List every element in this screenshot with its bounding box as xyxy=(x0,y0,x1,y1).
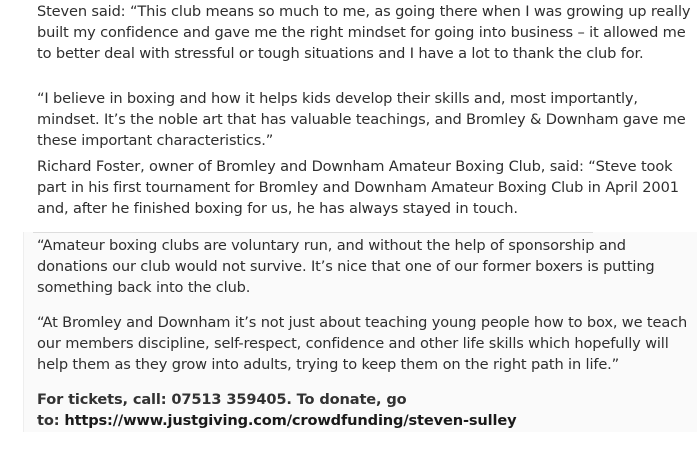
paragraph-line: help them as they grow into adults, trying to keep them on the right path in life.” xyxy=(37,355,620,373)
section-divider xyxy=(33,232,593,233)
paragraph-line: built my confidence and gave me the right mindset for going into business – it allowed me xyxy=(37,23,686,41)
callout-line-2 xyxy=(37,411,677,432)
paragraph-steven-quote xyxy=(37,2,691,64)
callout-prefix: to: xyxy=(37,411,65,429)
paragraph-line: “I believe in boxing and how it helps kids develop their skills and, most importantly, xyxy=(37,90,638,107)
paragraph-line: “At Bromley and Downham it’s not just about teaching young people how to box, we teach xyxy=(37,314,688,331)
paragraph-line: “Amateur boxing clubs are voluntary run, and without the help of sponsorship and xyxy=(37,237,626,254)
tickets-donate-callout xyxy=(37,390,677,432)
paragraph-richard-foster xyxy=(37,157,677,219)
paragraph-line: and, after he finished boxing for us, he has always stayed in touch. xyxy=(37,199,518,217)
paragraph-amateur-clubs xyxy=(37,236,677,298)
paragraph-line: our members discipline, self-respect, confidence and other life skills which hopefully will xyxy=(37,334,669,352)
paragraph-boxing-belief xyxy=(37,89,686,151)
callout-line: For tickets, call: 07513 359405. To donate, go xyxy=(37,391,407,408)
paragraph-line: mindset. It’s the noble art that has valuable teachings, and Bromley & Downham gave me xyxy=(37,110,686,128)
justgiving-link[interactable]: https://www.justgiving.com/crowdfunding/steven-sulley xyxy=(64,411,517,429)
paragraph-line: donations our club would not survive. It’s nice that one of our former boxers is putting xyxy=(37,257,655,275)
paragraph-line: something back into the club. xyxy=(37,278,251,296)
paragraph-line: part in his first tournament for Bromley and Downham Amateur Boxing Club in April 2001 xyxy=(37,178,679,196)
paragraph-line: to better deal with stressful or tough situations and I have a lot to thank the club for. xyxy=(37,44,644,62)
paragraph-life-skills xyxy=(37,313,688,375)
paragraph-line: Steven said: “This club means so much to me, as going there when I was growing up really xyxy=(37,3,691,20)
paragraph-line: Richard Foster, owner of Bromley and Downham Amateur Boxing Club, said: “Steve took xyxy=(37,158,673,175)
paragraph-line: these important characteristics.” xyxy=(37,131,274,149)
